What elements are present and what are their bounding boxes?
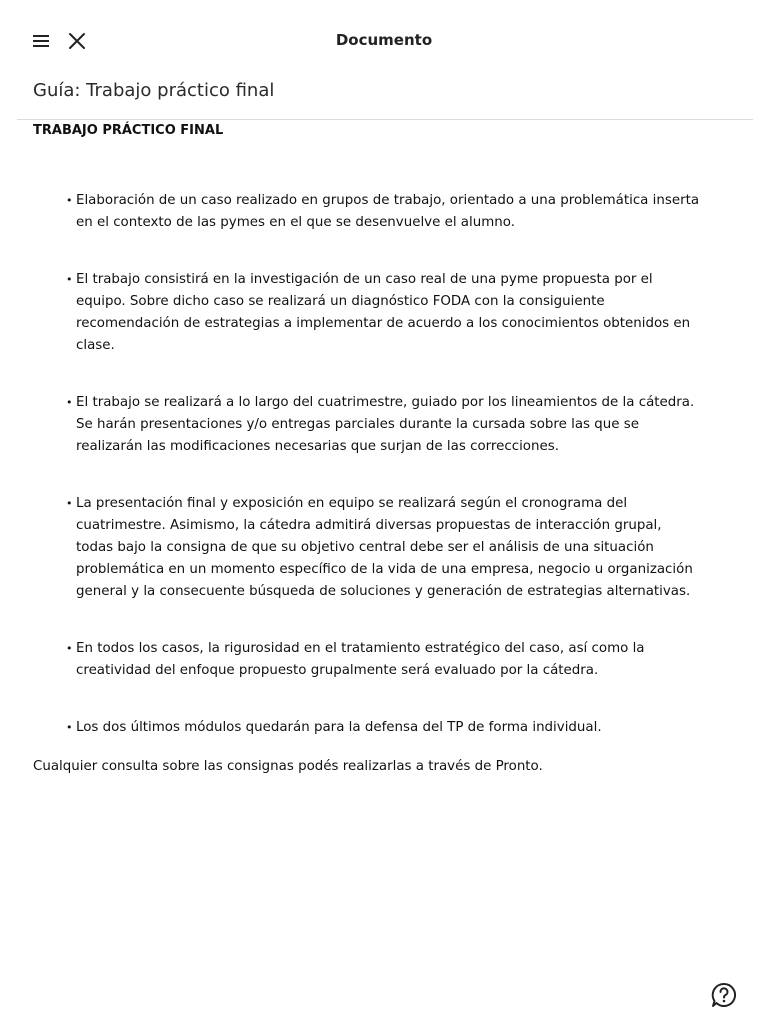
bullet-list — [60, 190, 700, 774]
top-bar — [0, 0, 768, 82]
list-item: • Elaboración de un caso realizado en grupos de trabajo, orientado a una problemática inserta en el contexto de las pymes en el que se desenvuelve el alumno. — [60, 190, 700, 234]
list-item: • El trabajo consistirá en la investigación de un caso real de una pyme propuesta por el equipo. Sobre dicho caso se realizará un diagnóstico FODA con la consiguiente recomendación de estrategias a implementar de acuerdo a los conocimientos obtenidos en clase. — [60, 269, 700, 357]
list-item: • La presentación final y exposición en equipo se realizará según el cronograma del cuatrimestre. Asimismo, la cátedra admitirá diversas propuestas de interacción grupal, todas bajo la consigna de que su objetivo central debe ser el análisis de una situación problemática en un momento específico de la vida de una empresa, negocio u organización general y la consecuente búsqueda de soluciones y generación de estrategias alternativas. — [60, 493, 700, 603]
list-item: • Los dos últimos módulos quedarán para la defensa del TP de forma individual. — [60, 717, 700, 739]
help-question-icon[interactable] — [710, 981, 738, 1009]
divider — [17, 119, 753, 120]
document-title: Guía: Trabajo práctico final — [33, 80, 275, 101]
content-heading: TRABAJO PRÁCTICO FINAL — [33, 123, 224, 138]
list-item: • En todos los casos, la rigurosidad en el tratamiento estratégico del caso, así como la creatividad del enfoque propuesto grupalmente será evaluado por la cátedra. — [60, 638, 700, 682]
list-item: • El trabajo se realizará a lo largo del cuatrimestre, guiado por los lineamientos de la cátedra. Se harán presentaciones y/o entregas parciales durante la cursada sobre las que se realizarán las modificaciones necesarias que surjan de las correcciones. — [60, 392, 700, 458]
page-title: Documento — [335, 31, 433, 49]
footer-note: Cualquier consulta sobre las consignas podés realizarlas a través de Pronto. — [33, 759, 543, 774]
